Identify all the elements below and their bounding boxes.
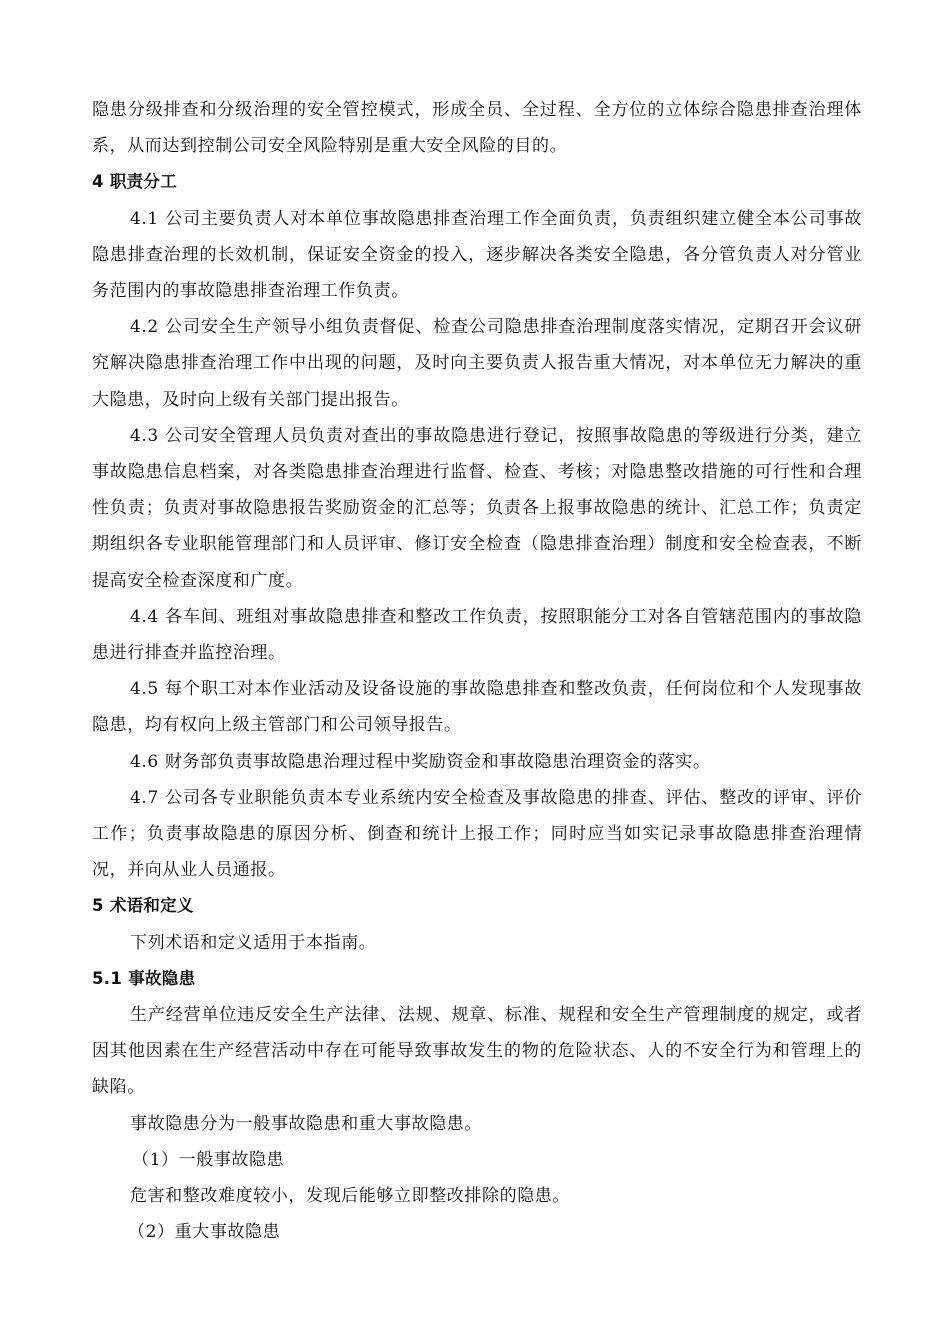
paragraph-4-6: 4.6 财务部负责事故隐患治理过程中奖励资金和事故隐患治理资金的落实。 (130, 751, 711, 772)
paragraph-5-1-definition: 生产经营单位违反安全生产法律、法规、规章、标准、规程和安全生产管理制度的规定，或者因其他因素在生产经营活动中存在可能导致事故发生的物的危险状态、人的不安全行为和管理上的缺陷。 (92, 1005, 862, 1098)
section-4-heading: 4 职责分工 (92, 172, 178, 192)
item-1-title: （1）一般事故隐患 (132, 1149, 285, 1170)
paragraph-4-2: 4.2 公司安全生产领导小组负责督促、检查公司隐患排查治理制度落实情况，定期召开会议研究解决隐患排查治理工作中出现的问题，及时向主要负责人报告重大情况，对本单位无力解决的重大隐患，及时向上级有关部门提出报告。 (92, 317, 862, 410)
paragraph-4-5: 4.5 每个职工对本作业活动及设备设施的事故隐患排查和整改负责，任何岗位和个人发现事故隐患，均有权向上级主管部门和公司领导报告。 (92, 679, 862, 736)
section-5-heading: 5 术语和定义 (92, 896, 194, 916)
document-page (92, 92, 862, 1251)
item-2-title: （2）重大事故隐患 (128, 1222, 281, 1243)
paragraph-5-1-classes: 事故隐患分为一般事故隐患和重大事故隐患。 (130, 1113, 482, 1134)
section-5-1-heading: 5.1 事故隐患 (92, 968, 196, 988)
intro-paragraph: 隐患分级排查和分级治理的安全管控模式，形成全员、全过程、全方位的立体综合隐患排查治理体系，从而达到控制公司安全风险特别是重大安全风险的目的。 (92, 100, 862, 157)
section-5-intro: 下列术语和定义适用于本指南。 (130, 932, 377, 953)
paragraph-4-3: 4.3 公司安全管理人员负责对查出的事故隐患进行登记，按照事故隐患的等级进行分类，建立事故隐患信息档案，对各类隐患排查治理进行监督、检查、考核；对隐患整改措施的可行性和合理性负责；负责对事故隐患报告奖励资金的汇总等；负责各上报事故隐患的统计、汇总工作；负责定期组织各专业职能管理部门和人员评审、修订安全检查（隐患排查治理）制度和安全检查表，不断提高安全检查深度和广度。 (92, 425, 862, 591)
paragraph-4-1: 4.1 公司主要负责人对本单位事故隐患排查治理工作全面负责，负责组织建立健全本公司事故隐患排查治理的长效机制，保证安全资金的投入，逐步解决各类安全隐患，各分管负责人对分管业务范围内的事故隐患排查治理工作负责。 (92, 208, 862, 302)
paragraph-4-4: 4.4 各车间、班组对事故隐患排查和整改工作负责，按照职能分工对各自管辖范围内的事故隐患进行排查并监控治理。 (92, 606, 862, 664)
item-1-description: 危害和整改难度较小，发现后能够立即整改排除的隐患。 (130, 1186, 570, 1207)
paragraph-4-7: 4.7 公司各专业职能负责本专业系统内安全检查及事故隐患的排查、评估、整改的评审、评价工作；负责事故隐患的原因分析、倒查和统计上报工作；同时应当如实记录事故隐患排查治理情况，并向从业人员通报。 (92, 787, 862, 881)
